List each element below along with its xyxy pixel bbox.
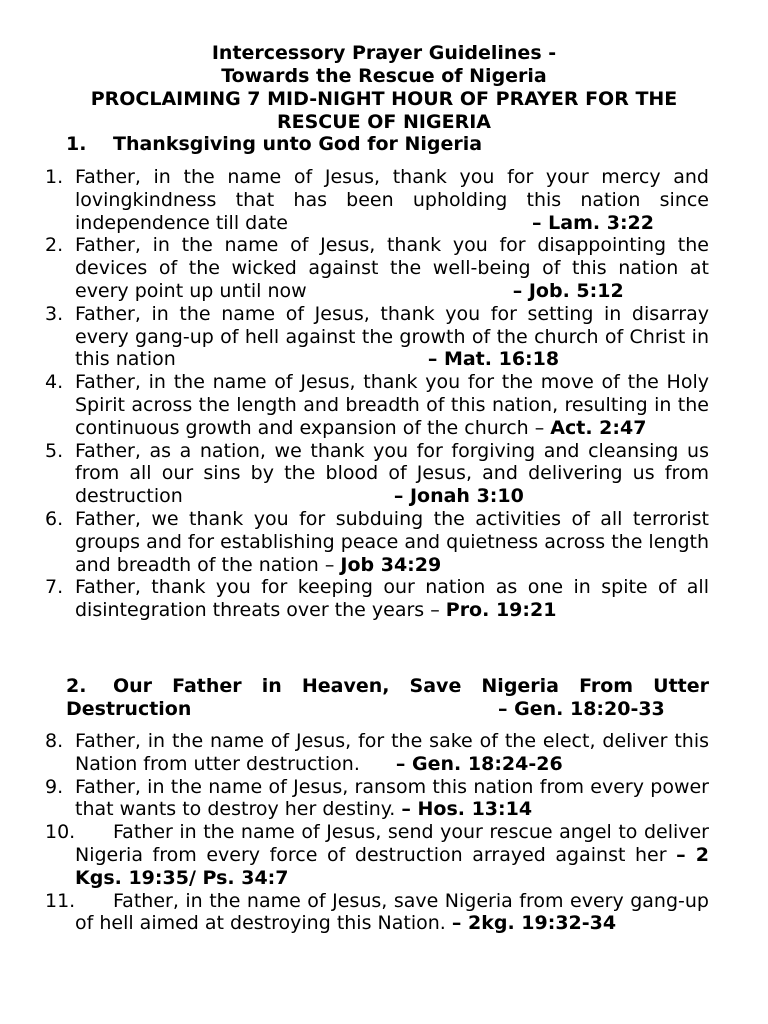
item-text: Father, thank you for keeping our nation as one in spite of all disintegration threats over the years – xyxy=(75,576,709,622)
header-line-2: Towards the Rescue of Nigeria xyxy=(221,65,547,87)
list-item xyxy=(45,508,709,576)
item-number: 5. xyxy=(45,439,64,462)
item-number: 11. xyxy=(45,889,76,912)
item-text: Father, in the name of Jesus, thank you for disappointing the devices of the wicked against the well-being of this nation at every point up until now xyxy=(75,234,709,302)
section-2-ref: – Gen. 18:20-33 xyxy=(498,697,665,720)
item-number: 1. xyxy=(45,166,64,188)
scripture-ref: – Mat. 16:18 xyxy=(427,348,560,371)
item-number: 3. xyxy=(45,302,64,325)
item-number: 7. xyxy=(45,576,64,599)
scripture-ref: – Gen. 18:24-26 xyxy=(395,752,563,775)
list-item xyxy=(45,371,709,439)
list-item xyxy=(45,730,709,776)
scripture-ref: – Hos. 13:14 xyxy=(401,798,533,821)
scripture-ref: – 2kg. 19:32-34 xyxy=(451,912,617,935)
section-1-heading xyxy=(66,133,709,156)
item-text: Father, in the name of Jesus, thank you for setting in disarray every gang-up of hell against the growth of the church of Christ in this nation xyxy=(75,302,709,371)
item-number: 6. xyxy=(45,507,64,530)
item-text: Father, we thank you for subduing the activities of all terrorist groups and for establishing peace and quietness across the length and breadth of the nation – xyxy=(75,507,709,576)
section-2-number: 2. xyxy=(66,675,87,697)
scripture-ref: – Lam. 3:22 xyxy=(532,211,654,234)
list-item xyxy=(45,166,709,234)
item-number: 2. xyxy=(45,234,64,257)
scripture-ref: Pro. 19:21 xyxy=(445,599,557,622)
document-header xyxy=(0,42,768,134)
header-line-4: RESCUE OF NIGERIA xyxy=(277,111,491,133)
scripture-ref: – 2 Kgs. 19:35/ Ps. 34:7 xyxy=(75,843,709,889)
header-line-1: Intercessory Prayer Guidelines - xyxy=(211,42,557,64)
item-text: Father, in the name of Jesus, thank you for your mercy and lovingkindness that has been upholding this nation since independence till date xyxy=(75,166,709,234)
scripture-ref: Job 34:29 xyxy=(340,553,442,576)
scripture-ref: – Job. 5:12 xyxy=(512,279,624,302)
item-number: 8. xyxy=(45,730,64,752)
item-text: Father, in the name of Jesus, thank you for the move of the Holy Spirit across the length and breadth of this nation, resulting in the continuous growth and expansion of the church – xyxy=(75,371,709,439)
section-2-heading xyxy=(66,675,709,721)
list-item xyxy=(45,303,709,371)
section-2-title: Our Father in Heaven, Save Nigeria From Utter Destruction xyxy=(66,675,709,720)
header-line-3: PROCLAIMING 7 MID-NIGHT HOUR OF PRAYER FOR THE xyxy=(90,88,678,110)
item-text: Father in the name of Jesus, send your rescue angel to deliver Nigeria from every force of destruction arrayed against her xyxy=(75,821,709,866)
item-text: Father, in the name of Jesus, for the sake of the elect, deliver this Nation from utter destruction. xyxy=(75,730,709,775)
scripture-ref: – Jonah 3:10 xyxy=(393,485,524,508)
section-1-title: Thanksgiving unto God for Nigeria xyxy=(113,133,483,155)
item-number: 4. xyxy=(45,371,64,394)
item-text: Father, in the name of Jesus, ransom this nation from every power that wants to destroy her destiny. xyxy=(75,775,709,821)
item-number: 9. xyxy=(45,775,64,798)
item-text: Father, in the name of Jesus, save Nigeria from every gang-up of hell aimed at destroying this Nation. xyxy=(75,889,709,935)
section-2-list xyxy=(45,730,709,935)
list-item xyxy=(45,821,709,889)
section-1-list xyxy=(45,166,709,622)
item-number: 10. xyxy=(45,821,76,844)
list-item xyxy=(45,234,709,302)
list-item xyxy=(45,776,709,822)
item-text: Father, as a nation, we thank you for forgiving and cleansing us from all our sins by the blood of Jesus, and delivering us from destruction xyxy=(75,439,709,508)
list-item xyxy=(45,440,709,508)
scripture-ref: Act. 2:47 xyxy=(550,416,647,439)
list-item xyxy=(45,890,709,936)
list-item xyxy=(45,576,709,622)
section-1-number: 1. xyxy=(66,133,87,155)
